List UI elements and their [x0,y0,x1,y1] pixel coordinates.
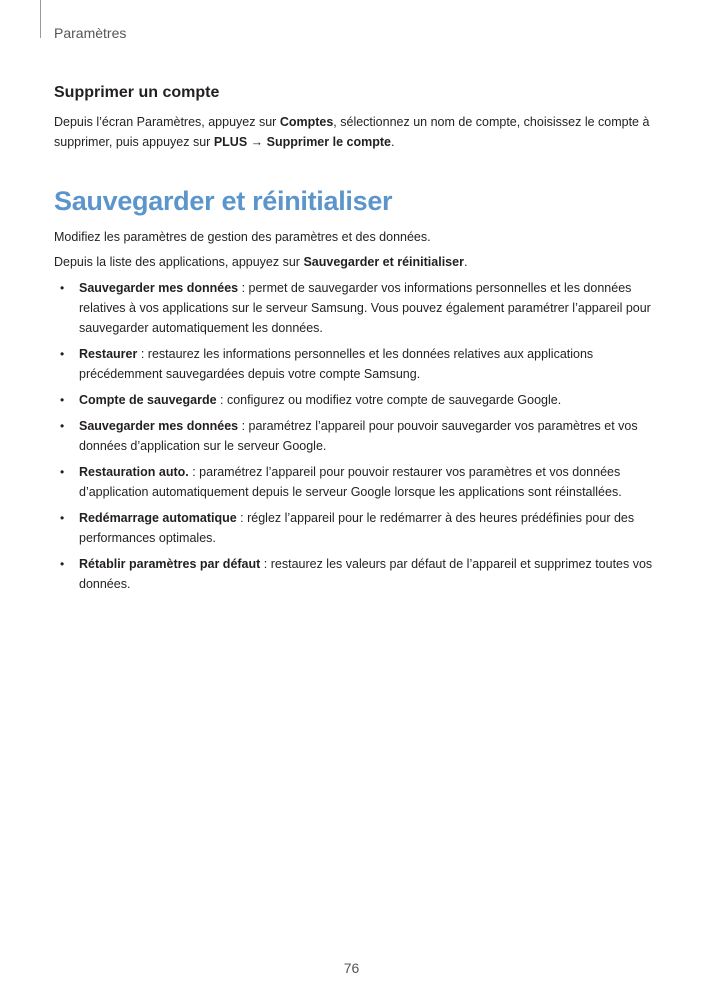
backup-navigation: Depuis la liste des applications, appuyez sur Sauvegarder et réinitialiser. [54,255,468,269]
list-item: • Sauvegarder mes données : permet de sauvegarder vos informations personnelles et les données relatives à vos applications sur le serveur Samsung. Vous pouvez également paramétrer l’appareil pour sauvegarder automatiquement les données. [54,278,654,338]
backup-options-list [54,278,654,594]
bullet-icon: • [60,281,65,295]
list-item: • Rétablir paramètres par défaut : restaurez les valeurs par défaut de l’appareil et supprimez toutes vos données. [54,554,654,594]
backup-intro: Modifiez les paramètres de gestion des paramètres et des données. [54,230,431,244]
bullet-icon: • [60,347,65,361]
page-content [54,84,654,600]
running-header: Paramètres [54,25,127,41]
bullet-icon: • [60,511,65,525]
backup-reset-heading: Sauvegarder et réinitialiser [54,186,393,216]
delete-account-heading: Supprimer un compte [54,84,220,101]
bullet-icon: • [60,465,65,479]
list-item: • Redémarrage automatique : réglez l’appareil pour le redémarrer à des heures prédéfinies pour des performances optimales. [54,508,654,548]
list-item: • Sauvegarder mes données : paramétrez l’appareil pour pouvoir sauvegarder vos paramètres et vos données d’application sur le serveur Google. [54,416,654,456]
page-number: 76 [343,960,360,976]
header-rule [40,0,41,38]
list-item: • Restauration auto. : paramétrez l’appareil pour pouvoir restaurer vos paramètres et vos données d’application automatiquement depuis le serveur Google lorsque les applications sont réinstallées. [54,462,654,502]
delete-account-instructions: Depuis l’écran Paramètres, appuyez sur Comptes, sélectionnez un nom de compte, choisissez le compte à supprimer, puis appuyez sur PLUS → Supprimer le compte. [54,115,650,149]
list-item: • Restaurer : restaurez les informations personnelles et les données relatives aux applications précédemment sauvegardées depuis votre compte Samsung. [54,344,654,384]
bullet-icon: • [60,393,65,407]
bullet-icon: • [60,419,65,433]
list-item: • Compte de sauvegarde : configurez ou modifiez votre compte de sauvegarde Google. [54,390,654,410]
bullet-icon: • [60,557,65,571]
